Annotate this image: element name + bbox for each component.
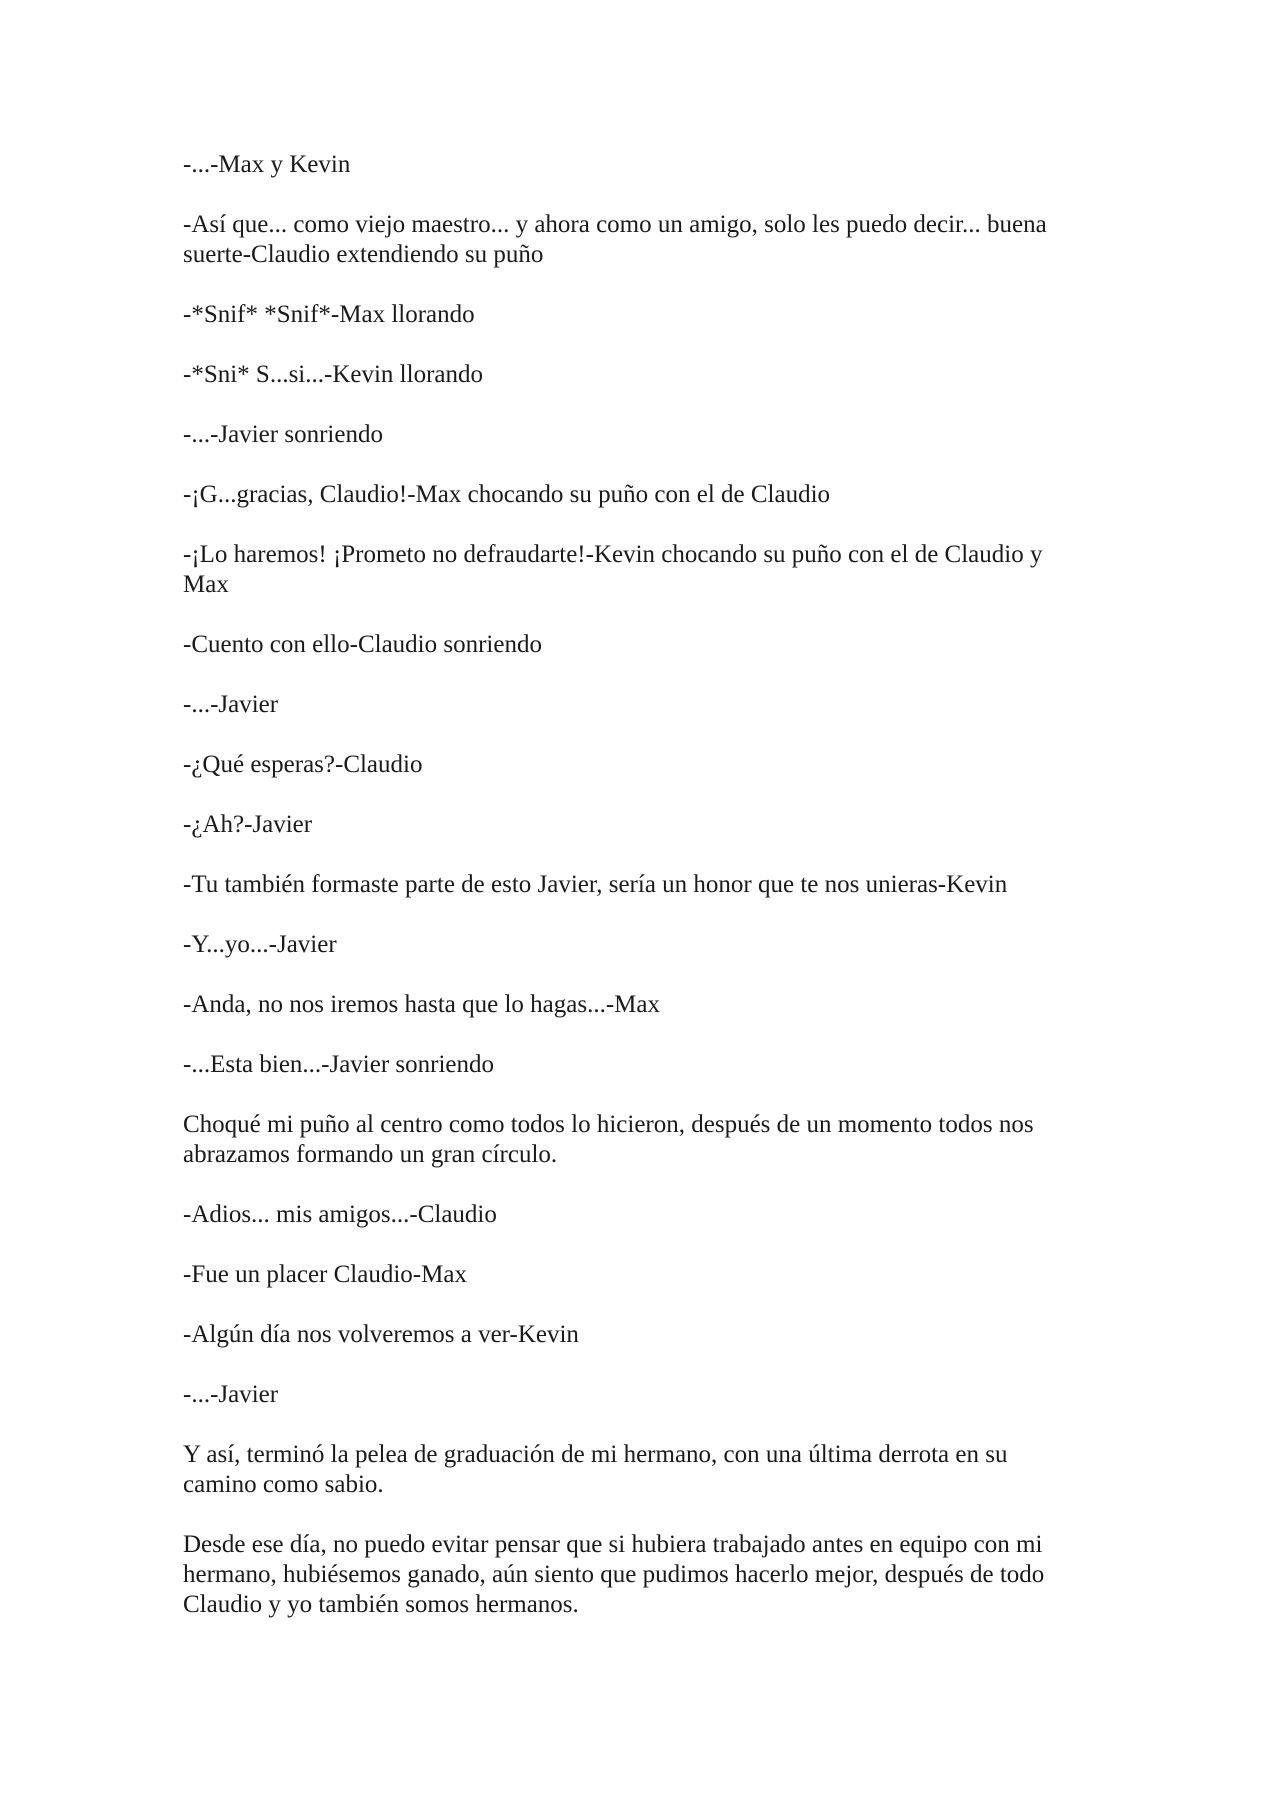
- paragraph: -Algún día nos volveremos a ver-Kevin: [183, 1321, 579, 1348]
- document-body: [183, 150, 1083, 1650]
- paragraph: -...Esta bien...-Javier sonriendo: [183, 1051, 495, 1078]
- paragraph: -Anda, no nos iremos hasta que lo hagas...-Max: [183, 991, 660, 1018]
- paragraph: -Adios... mis amigos...-Claudio: [183, 1201, 497, 1228]
- paragraph: -Tu también formaste parte de esto Javier, sería un honor que te nos unieras-Kevin: [183, 871, 1008, 898]
- paragraph: Desde ese día, no puedo evitar pensar que si hubiera trabajado antes en equipo con mi hermano, hubiésemos ganado, aún siento que pudimos hacerlo mejor, después de todo Claudio y yo también somos hermanos.: [183, 1531, 1045, 1618]
- paragraph: -*Snif* *Snif*-Max llorando: [183, 301, 475, 328]
- paragraph: -¿Qué esperas?-Claudio: [183, 751, 423, 778]
- paragraph: -*Sni* S...si...-Kevin llorando: [183, 361, 483, 388]
- paragraph: -...-Javier sonriendo: [183, 421, 383, 448]
- paragraph: -¡Lo haremos! ¡Prometo no defraudarte!-Kevin chocando su puño con el de Claudio y Max: [183, 541, 1043, 598]
- paragraph: -Fue un placer Claudio-Max: [183, 1261, 467, 1288]
- paragraph: -...-Max y Kevin: [183, 151, 351, 178]
- paragraph: -¡G...gracias, Claudio!-Max chocando su puño con el de Claudio: [183, 481, 831, 508]
- paragraph: -...-Javier: [183, 1381, 279, 1408]
- paragraph: -Cuento con ello-Claudio sonriendo: [183, 631, 542, 658]
- paragraph: -Así que... como viejo maestro... y ahora como un amigo, solo les puedo decir... buena suerte-Claudio extendiendo su puño: [183, 211, 1047, 268]
- paragraph: Y así, terminó la pelea de graduación de mi hermano, con una última derrota en su camino como sabio.: [183, 1441, 1008, 1498]
- paragraph: -...-Javier: [183, 691, 279, 718]
- paragraph: -¿Ah?-Javier: [183, 811, 313, 838]
- paragraph: -Y...yo...-Javier: [183, 931, 337, 958]
- paragraph: Choqué mi puño al centro como todos lo hicieron, después de un momento todos nos abrazamos formando un gran círculo.: [183, 1111, 1034, 1168]
